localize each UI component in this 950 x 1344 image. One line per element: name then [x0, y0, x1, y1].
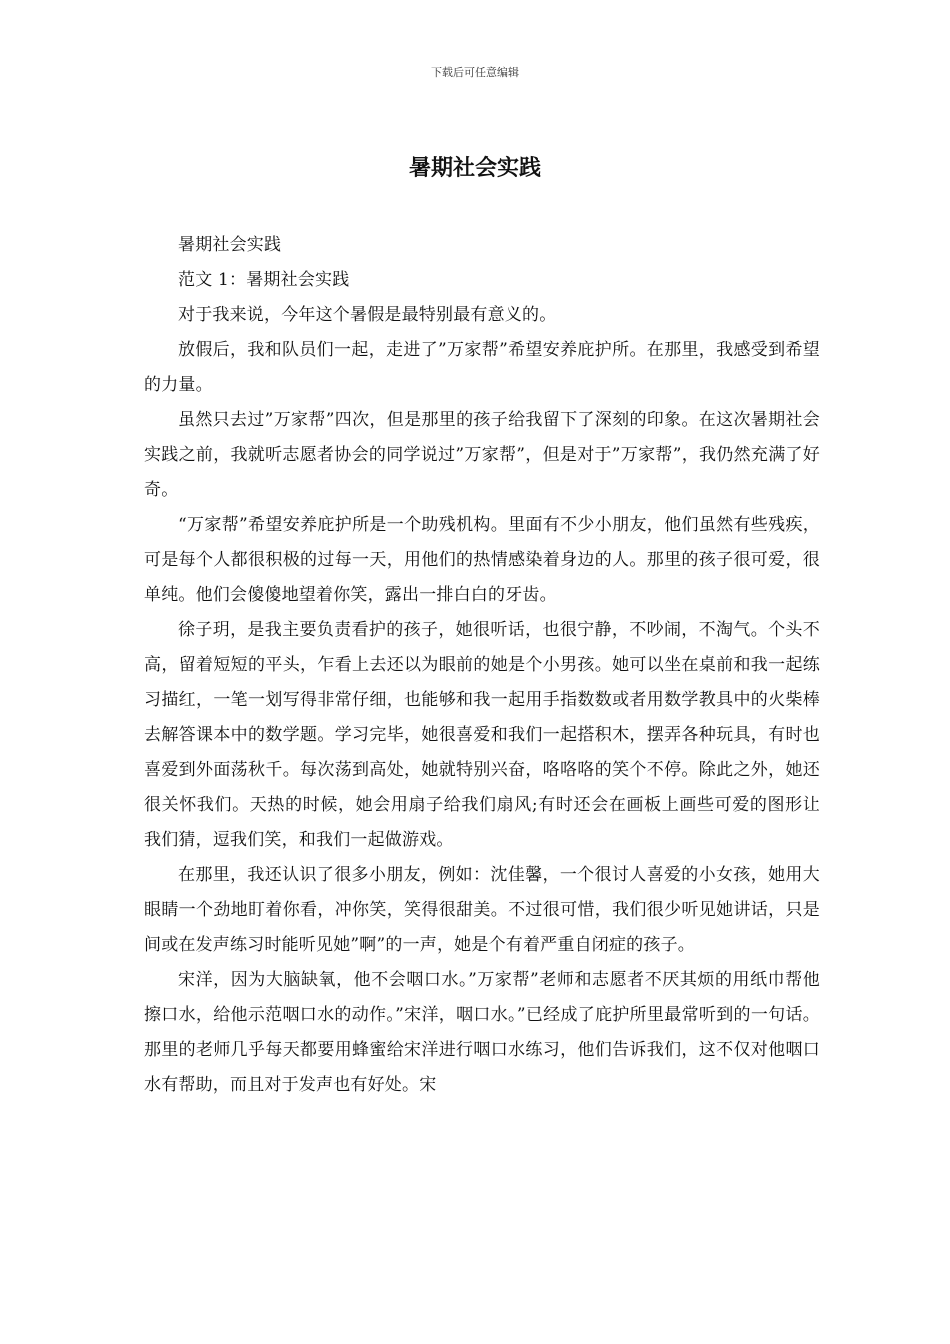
page-header-note: 下载后可任意编辑 — [431, 66, 519, 79]
paragraph: 徐子玥，是我主要负责看护的孩子，她很听话，也很宁静，不吵闹，不淘气。个头不高，留着短短的平头，乍看上去还以为眼前的她是个小男孩。她可以坐在桌前和我一起练习描红，一笔一划写得非常仔细，也能够和我一起用手指数数或者用数学教具中的火柴棒去解答课本中的数学题。学习完毕，她很喜爱和我们一起搭积木，摆弄各种玩具，有时也喜爱到外面荡秋千。每次荡到高处，她就特别兴奋，咯咯咯的笑个不停。除此之外，她还很关怀我们。天热的时候，她会用扇子给我们扇风;有时还会在画板上画些可爱的图形让我们猜，逗我们笑，和我们一起做游戏。 — [144, 620, 820, 850]
document-title: 暑期社会实践 — [408, 155, 541, 181]
paragraph-subtitle: 暑期社会实践 — [178, 235, 282, 255]
document-body — [144, 228, 820, 1103]
paragraph: 宋洋，因为大脑缺氧，他不会咽口水。”万家帮”老师和志愿者不厌其烦的用纸巾帮他擦口水，给他示范咽口水的动作。”宋洋，咽口水。”已经成了庇护所里最常听到的一句话。那里的老师几乎每天都要用蜂蜜给宋洋进行咽口水练习，他们告诉我们，这不仅对他咽口水有帮助，而且对于发声也有好处。宋 — [144, 970, 820, 1095]
paragraph-example-heading: 范文 1：暑期社会实践 — [178, 270, 350, 290]
paragraph: 放假后，我和队员们一起，走进了”万家帮”希望安养庇护所。在那里，我感受到希望的力量。 — [144, 340, 820, 395]
paragraph: “万家帮”希望安养庇护所是一个助残机构。里面有不少小朋友，他们虽然有些残疾，可是每个人都很积极的过每一天，用他们的热情感染着身边的人。那里的孩子很可爱，很单纯。他们会傻傻地望着你笑，露出一排白白的牙齿。 — [144, 515, 820, 605]
paragraph: 虽然只去过”万家帮”四次，但是那里的孩子给我留下了深刻的印象。在这次暑期社会实践之前，我就听志愿者协会的同学说过”万家帮”，但是对于”万家帮”，我仍然充满了好奇。 — [144, 410, 820, 500]
paragraph: 对于我来说，今年这个暑假是最特别最有意义的。 — [178, 305, 557, 325]
paragraph: 在那里，我还认识了很多小朋友，例如：沈佳馨，一个很讨人喜爱的小女孩，她用大眼睛一个劲地盯着你看，冲你笑，笑得很甜美。不过很可惜，我们很少听见她讲话，只是间或在发声练习时能听见她”啊”的一声，她是个有着严重自闭症的孩子。 — [144, 865, 820, 955]
